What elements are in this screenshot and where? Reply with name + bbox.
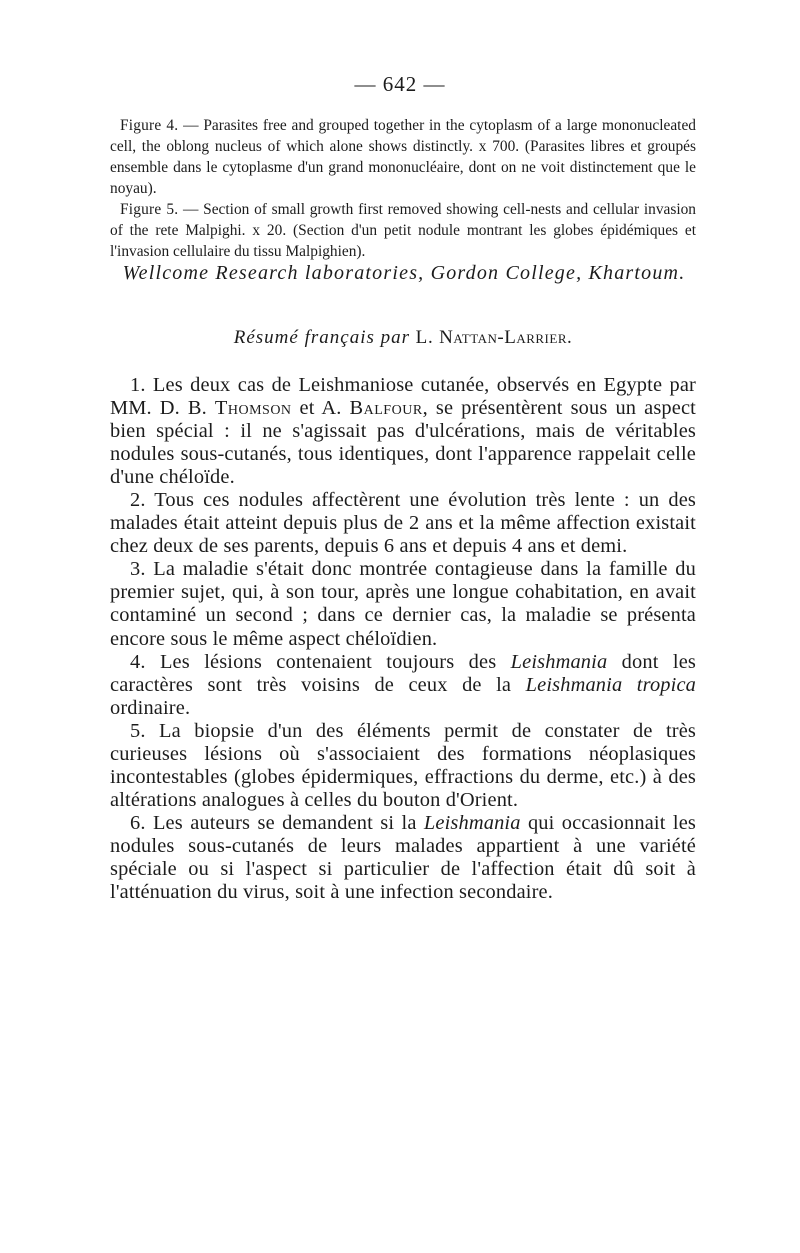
paragraph-text: Les lésions contenaient toujours des [145, 650, 511, 673]
resume-paragraph [110, 558, 696, 650]
resume-heading [110, 327, 696, 349]
figure-label: Figure 4. [120, 117, 179, 134]
paragraph-text: La biopsie d'un des éléments permit de constater de très curieuses lésions où s'associaient des formations néoplasiques incontestables (globes épidermiques, effractions du derme, etc.) à des altérations analogues à celles du bouton d'Orient. [110, 719, 696, 811]
resume-paragraph [110, 812, 696, 904]
resume-paragraph [110, 374, 696, 489]
italic-term: Leishmania [510, 650, 608, 673]
paragraph-text: ordinaire. [110, 696, 191, 719]
figure-label: Figure 5. [120, 201, 179, 218]
paragraph-number: 4. [130, 650, 146, 673]
paragraph-text: et A. [291, 397, 350, 420]
author-initial: L. [415, 327, 434, 348]
figure-caption [110, 199, 696, 262]
figure-caption-text: — Section of small growth first removed showing cell-nests and cellular invasion of the rete Malpighi. x 20. (Section d'un petit nodule montrant les globes épidémiques et l'invasion cellulaire du tissu Malpighien). [110, 201, 696, 260]
paragraph-number: 5. [130, 719, 146, 742]
paragraph-text: Tous ces nodules affectèrent une évolution très lente : un des malades était atteint depuis plus de 2 ans et la même affection existait chez deux de ses parents, depuis 6 ans et depuis 4 ans et demi. [110, 489, 696, 558]
italic-term: Leishmania tropica [525, 673, 696, 696]
resume-body [110, 374, 696, 904]
figure-caption [110, 115, 696, 199]
paragraph-number: 3. [130, 558, 146, 581]
paragraph-number: 2. [130, 489, 146, 512]
author-name: Nattan-Larrier. [439, 327, 573, 348]
author-name: Balfour [349, 397, 423, 420]
paragraph-text: qui occasionnait les nodules sous-cutanés de leurs malades appartient à une variété spéciale ou si l'aspect si particulier de l'affection était dû soit à l'atténuation du virus, soit à une infection secondaire. [110, 811, 696, 904]
resume-paragraph [110, 651, 696, 720]
resume-paragraph [110, 489, 696, 558]
figure-captions [110, 115, 696, 262]
paragraph-text: Les auteurs se demandent si la [145, 811, 424, 834]
affiliation: Wellcome Research laboratories, Gordon College, Khartoum. [122, 262, 686, 284]
resume-title-italic: Résumé français par [233, 327, 411, 348]
paragraph-number: 6. [130, 811, 146, 834]
resume-paragraph [110, 720, 696, 812]
paragraph-text: Les deux cas de Leishmaniose cutanée, observés en Egypte par MM. D. B. [110, 374, 696, 420]
italic-term: Leishmania [423, 811, 521, 834]
paragraph-text: La maladie s'était donc montrée contagieuse dans la famille du premier sujet, qui, à son tour, après une longue cohabitation, en avait contaminé un second ; dans ce dernier cas, la maladie se présenta encore sous le même aspect chéloïdien. [110, 558, 696, 650]
paragraph-text: , se présentèrent sous un aspect bien spécial : il ne s'agissait pas d'ulcérations, mais de véritables nodules sous-cutanés, tous identiques, dont l'apparence rappelait celle d'une chéloïde. [110, 397, 696, 489]
paragraph-text: dont les caractères sont très voisins de ceux de la [110, 650, 696, 696]
author-name: Thomson [214, 397, 292, 420]
page-number: — 642 — [354, 72, 446, 96]
paragraph-number: 1. [130, 374, 146, 396]
figure-caption-text: — Parasites free and grouped together in the cytoplasm of a large mononucleated cell, the oblong nucleus of which alone shows distinctly. x 700. (Parasites libres et groupés ensemble dans le cytoplasme d'un grand mononucléaire, dont on ne voit distinctement que le noyau). [110, 117, 696, 197]
